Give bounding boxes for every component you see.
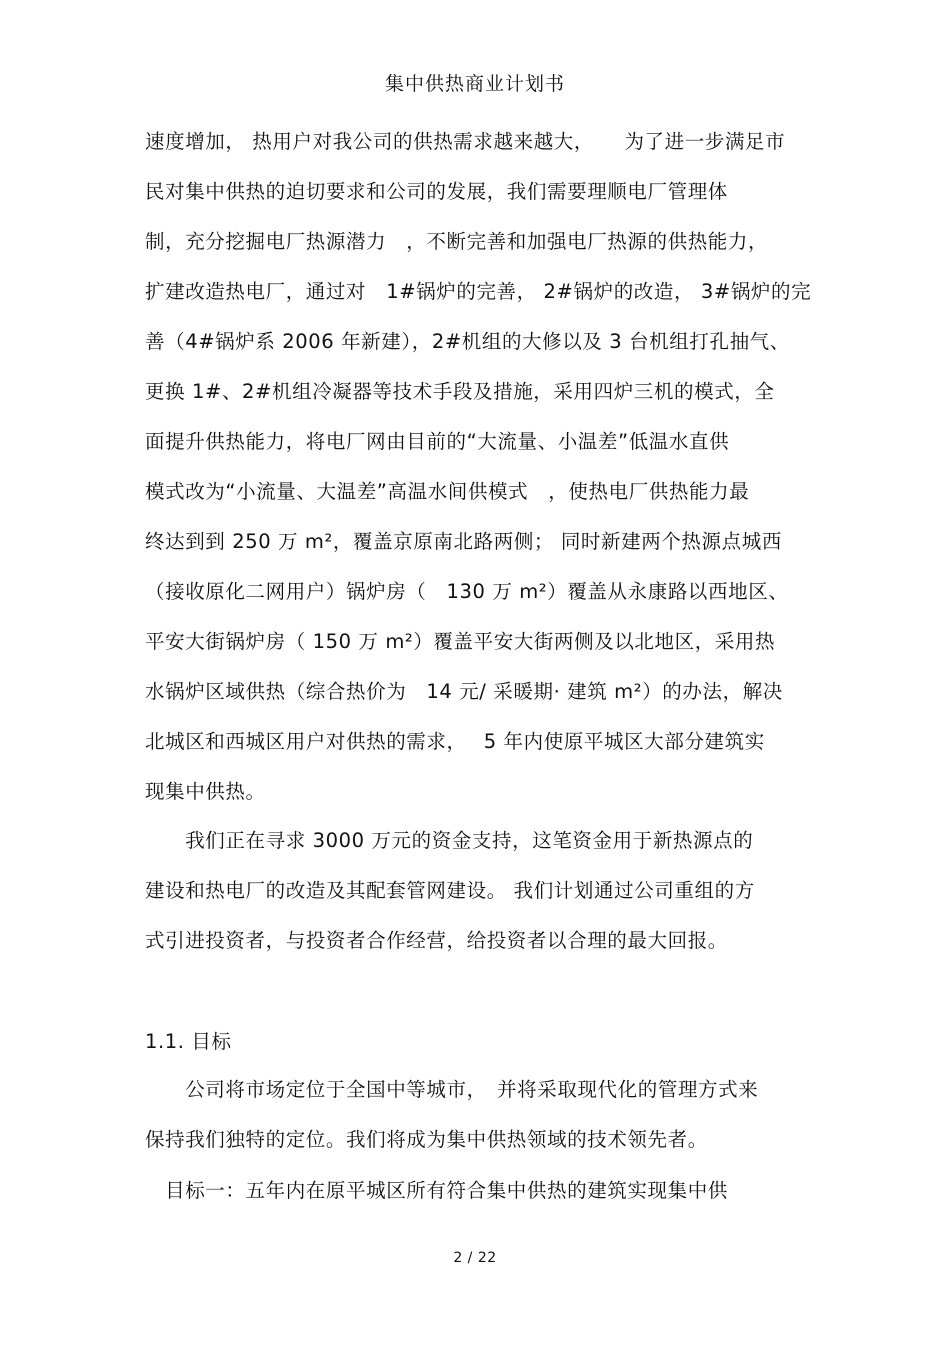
page-number: 2 / 22: [453, 1250, 497, 1266]
body-line: 建设和热电厂的改造及其配套管网建设。 我们计划通过公司重组的方: [145, 879, 755, 902]
body-line: 目标一：五年内在原平城区所有符合集中供热的建筑实现集中供: [145, 1179, 728, 1202]
body-line: 更换 1#、2#机组冷凝器等技术手段及措施，采用四炉三机的模式，全: [145, 380, 775, 403]
page-header-title: 集中供热商业计划书: [384, 73, 565, 95]
body-line: 善（4#锅炉系 2006 年新建），2#机组的大修以及 3 台机组打孔抽气、: [145, 330, 790, 353]
body-line: 扩建改造热电厂，通过对 1#锅炉的完善， 2#锅炉的改造， 3#锅炉的完: [145, 280, 812, 303]
body-line: 模式改为“小流量、大温差”高温水间供模式 ，使热电厂供热能力最: [145, 480, 750, 503]
body-line: 我们正在寻求 3000 万元的资金支持，这笔资金用于新热源点的: [145, 829, 754, 852]
body-line: 北城区和西城区用户对供热的需求， 5 年内使原平城区大部分建筑实: [145, 730, 765, 753]
body-line: 民对集中供热的迫切要求和公司的发展，我们需要理顺电厂管理体: [145, 180, 728, 203]
body-line: 式引进投资者，与投资者合作经营，给投资者以合理的最大回报。: [145, 929, 728, 952]
section-heading: 1.1. 目标: [145, 1030, 232, 1053]
body-line: 现集中供热。: [145, 780, 266, 803]
body-line: 公司将市场定位于全国中等城市， 并将采取现代化的管理方式来: [145, 1078, 759, 1101]
body-line: 制，充分挖掘电厂热源潜力 ，不断完善和加强电厂热源的供热能力，: [145, 230, 769, 253]
body-line: （接收原化二网用户）锅炉房（ 130 万 m²）覆盖从永康路以西地区、: [145, 580, 789, 603]
body-line: 速度增加， 热用户对我公司的供热需求越来越大， 为了进一步满足市: [145, 130, 786, 153]
body-line: 保持我们独特的定位。我们将成为集中供热领域的技术领先者。: [145, 1128, 708, 1151]
body-line: 水锅炉区域供热（综合热价为 14 元/ 采暖期· 建筑 m²）的办法，解决: [145, 680, 783, 703]
body-line: 面提升供热能力，将电厂网由目前的“大流量、小温差”低温水直供: [145, 430, 730, 453]
body-line: 终达到到 250 万 m²，覆盖京原南北路两侧； 同时新建两个热源点城西: [145, 530, 782, 553]
body-line: 平安大街锅炉房（ 150 万 m²）覆盖平安大街两侧及以北地区，采用热: [145, 630, 776, 653]
